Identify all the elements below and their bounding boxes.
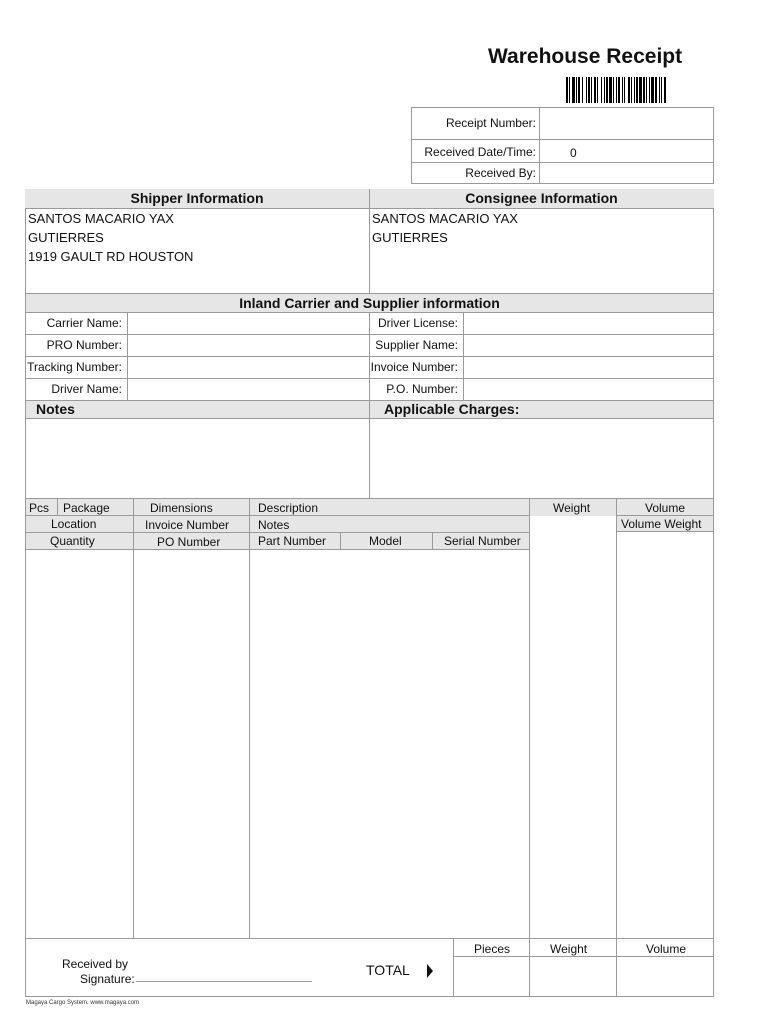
barcode-bar bbox=[636, 77, 638, 103]
barcode-bar bbox=[566, 77, 568, 103]
barcode-bar bbox=[597, 77, 598, 103]
page-title: Warehouse Receipt bbox=[488, 45, 683, 68]
received-datetime-value: 0 bbox=[570, 146, 577, 160]
supplier-name-label: Supplier Name: bbox=[375, 338, 458, 352]
barcode-bar bbox=[591, 77, 592, 103]
consignee-line: GUTIERRES bbox=[372, 230, 448, 245]
barcode-bar bbox=[664, 77, 666, 103]
shipper-line: SANTOS MACARIO YAX bbox=[28, 211, 174, 226]
tracking-number-label: Tracking Number: bbox=[27, 360, 122, 374]
carrier-header-bar bbox=[26, 294, 713, 312]
barcode-bar bbox=[639, 77, 642, 103]
consignee-info bbox=[372, 209, 518, 247]
barcode-bar bbox=[646, 77, 647, 103]
shipper-line: GUTIERRES bbox=[28, 230, 104, 245]
barcode-bar bbox=[586, 77, 587, 103]
barcode-bar bbox=[622, 77, 623, 103]
carrier-header: Inland Carrier and Supplier information bbox=[239, 295, 500, 311]
col-part-number: Part Number bbox=[258, 534, 327, 548]
barcode-bar bbox=[609, 77, 612, 103]
barcode-bar bbox=[588, 77, 590, 103]
barcode-bar bbox=[628, 77, 630, 103]
col-invoice-number: Invoice Number bbox=[145, 518, 230, 532]
total-label: TOTAL bbox=[366, 962, 410, 978]
barcode-bar bbox=[649, 77, 650, 103]
receipt-number-label: Receipt Number: bbox=[445, 116, 536, 130]
col-quantity: Quantity bbox=[50, 534, 95, 548]
barcode-bar bbox=[606, 77, 608, 103]
col-dimensions: Dimensions bbox=[150, 501, 213, 515]
barcode-bar bbox=[578, 77, 580, 103]
signature-line bbox=[136, 981, 312, 982]
totals-weight-header: Weight bbox=[550, 942, 588, 956]
received-datetime-label: Received Date/Time: bbox=[424, 145, 536, 159]
driver-name-label: Driver Name: bbox=[51, 382, 122, 396]
barcode-icon bbox=[566, 77, 702, 103]
barcode-bar bbox=[659, 77, 660, 103]
totals-volume-header: Volume bbox=[646, 942, 687, 956]
barcode-bar bbox=[572, 77, 575, 103]
barcode-bar bbox=[661, 77, 662, 103]
col-serial-number: Serial Number bbox=[444, 534, 521, 548]
shipper-header: Shipper Information bbox=[130, 190, 264, 206]
totals-pieces-header: Pieces bbox=[474, 942, 511, 956]
col-location: Location bbox=[51, 517, 97, 531]
consignee-header-bar bbox=[369, 189, 714, 208]
consignee-header: Consignee Information bbox=[465, 190, 618, 206]
shipper-line: 1919 GAULT RD HOUSTON bbox=[28, 249, 194, 264]
charges-header: Applicable Charges: bbox=[384, 401, 520, 417]
col-weight: Weight bbox=[553, 501, 591, 515]
invoice-number-label: Invoice Number: bbox=[370, 360, 458, 374]
barcode-bar bbox=[643, 77, 645, 103]
driver-license-label: Driver License: bbox=[377, 316, 458, 330]
col-description: Description bbox=[258, 501, 319, 515]
barcode-bar bbox=[569, 77, 570, 103]
shipper-header-bar bbox=[25, 189, 369, 208]
barcode-bar bbox=[613, 77, 614, 103]
barcode-bar bbox=[618, 77, 620, 103]
barcode-bar bbox=[634, 77, 635, 103]
total-arrow-icon bbox=[427, 964, 433, 978]
footer-credit: Magaya Cargo System. www.magaya.com bbox=[26, 1000, 140, 1006]
barcode-bar bbox=[576, 77, 577, 103]
pro-number-label: PRO Number: bbox=[46, 338, 122, 352]
col-package: Package bbox=[63, 501, 110, 515]
received-by-label: Received By: bbox=[465, 166, 536, 180]
barcode-bar bbox=[604, 77, 605, 103]
carrier-name-label: Carrier Name: bbox=[46, 316, 122, 330]
col-model: Model bbox=[369, 534, 402, 548]
col-po-number: PO Number bbox=[157, 535, 221, 549]
col-volume: Volume bbox=[645, 501, 686, 515]
received-by-signature-label: Received by bbox=[62, 957, 129, 971]
signature-label: Signature: bbox=[80, 972, 135, 986]
notes-header: Notes bbox=[36, 401, 75, 417]
col-volume-weight: Volume Weight bbox=[621, 517, 702, 531]
col-notes: Notes bbox=[258, 518, 290, 532]
barcode-bar bbox=[594, 77, 596, 103]
barcode-bar bbox=[582, 77, 583, 103]
barcode-bar bbox=[616, 77, 617, 103]
po-number-label: P.O. Number: bbox=[386, 382, 458, 396]
consignee-line: SANTOS MACARIO YAX bbox=[372, 211, 518, 226]
shipper-info bbox=[28, 209, 193, 266]
barcode-bar bbox=[655, 77, 657, 103]
barcode-bar bbox=[651, 77, 654, 103]
barcode-bar bbox=[601, 77, 602, 103]
barcode-bar bbox=[631, 77, 632, 103]
col-pcs: Pcs bbox=[29, 501, 50, 515]
barcode-bar bbox=[624, 77, 625, 103]
